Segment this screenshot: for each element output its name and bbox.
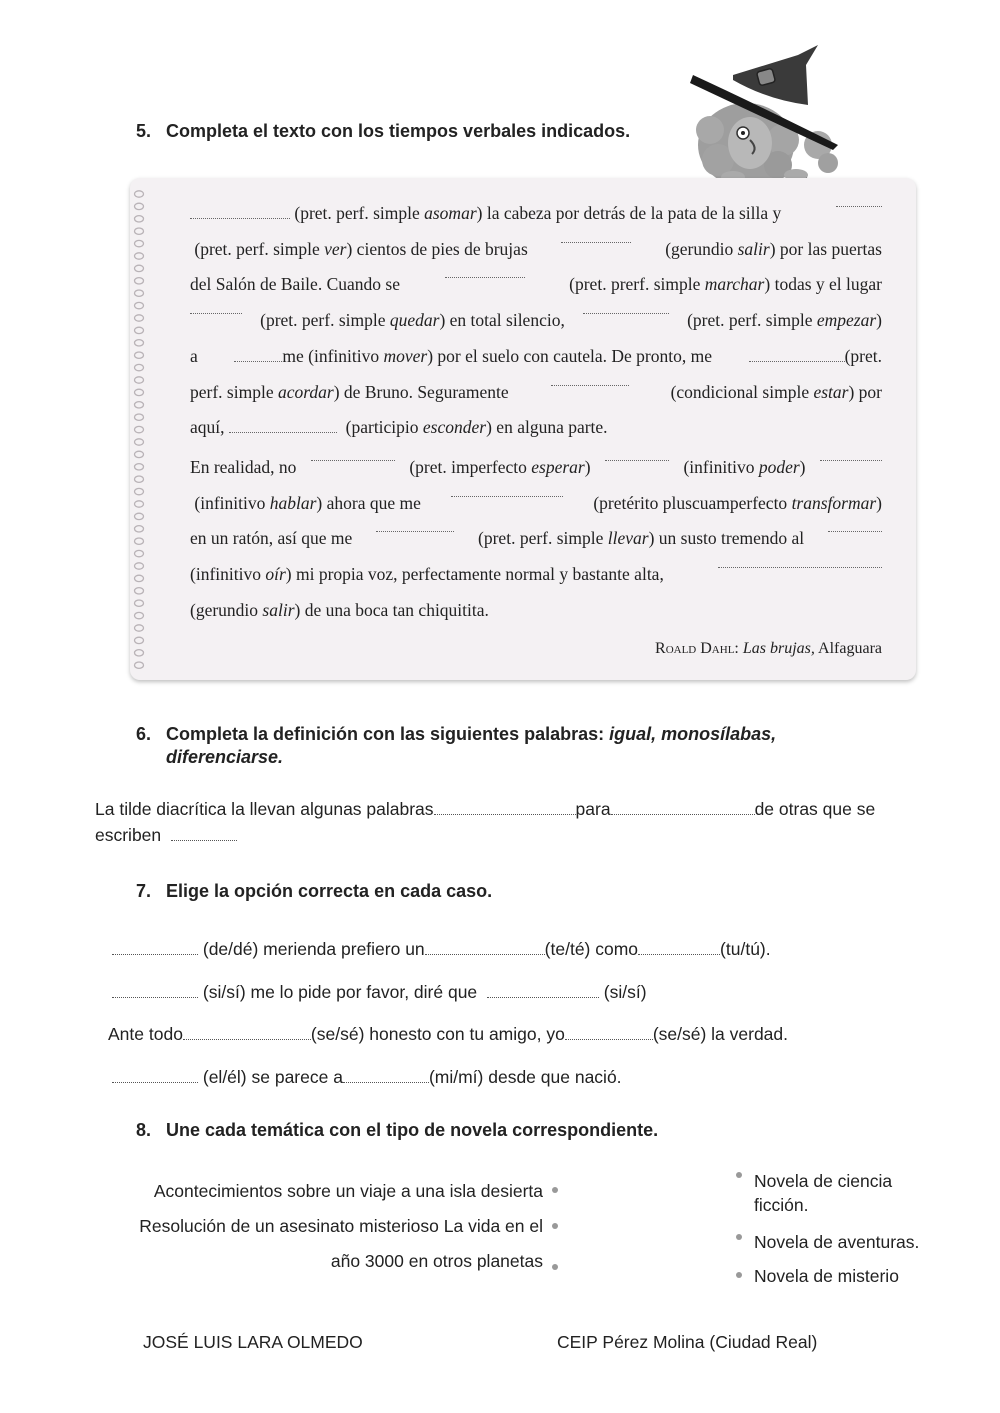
spiral-ring xyxy=(135,402,144,408)
spiral-ring xyxy=(135,290,144,296)
question-number: 7. xyxy=(136,881,152,901)
answer-blank[interactable] xyxy=(376,521,454,532)
author-name: JOSÉ LUIS LARA OLMEDO xyxy=(143,1332,363,1352)
spiral-ring xyxy=(135,501,144,507)
question-5-heading xyxy=(136,121,630,142)
sentence-text: (de/dé) merienda prefiero un xyxy=(202,939,425,959)
text: ) xyxy=(876,310,882,331)
novel-type-3 xyxy=(754,1266,899,1287)
text: ) de Bruno. Seguramente xyxy=(333,381,509,402)
spiral-ring xyxy=(135,216,144,222)
text: (gerundio xyxy=(665,238,738,259)
sentence-text: (te/té) como xyxy=(544,939,639,959)
text: (pret. perf. simple xyxy=(260,310,390,331)
footer-author xyxy=(143,1332,363,1353)
answer-blank[interactable] xyxy=(551,375,629,386)
spiral-ring xyxy=(135,563,144,569)
text: ) por las puertas xyxy=(769,238,882,259)
answer-blank[interactable] xyxy=(820,450,882,461)
spiral-ring xyxy=(135,389,144,395)
paragraph-line xyxy=(190,375,882,411)
theme-item-1 xyxy=(154,1181,543,1202)
verb: hablar xyxy=(269,492,317,513)
q7-sentence-1 xyxy=(112,939,771,960)
question-number: 5. xyxy=(136,121,152,141)
answer-blank[interactable] xyxy=(190,303,242,314)
spiral-ring xyxy=(135,488,144,494)
spiral-binding xyxy=(132,190,146,670)
q7-sentence-2 xyxy=(112,982,647,1003)
spiral-ring xyxy=(135,352,144,358)
novel-type-1 xyxy=(754,1169,892,1217)
spiral-ring xyxy=(135,377,144,383)
verb: oír xyxy=(265,564,286,585)
spiral-ring xyxy=(135,414,144,420)
spiral-ring xyxy=(135,575,144,581)
source-publisher: Alfaguara xyxy=(818,640,882,657)
novel-type-2 xyxy=(754,1232,919,1253)
text: (pret. xyxy=(844,345,882,366)
q7-sentence-4 xyxy=(112,1067,622,1088)
answer-blank[interactable] xyxy=(611,800,755,815)
question-7-heading xyxy=(136,881,492,902)
answer-blank[interactable] xyxy=(451,486,563,497)
spiral-ring xyxy=(135,315,144,321)
answer-blank[interactable] xyxy=(190,208,290,219)
paragraph-line xyxy=(190,557,882,593)
text: ) cientos de pies de brujas xyxy=(346,238,528,259)
text: (infinitivo xyxy=(683,457,759,477)
answer-blank[interactable] xyxy=(638,940,720,955)
paragraph-line xyxy=(190,232,882,268)
verb: ver xyxy=(324,238,347,259)
spiral-ring xyxy=(135,426,144,432)
paragraph-line xyxy=(190,196,882,232)
answer-blank[interactable] xyxy=(171,826,237,841)
verb: acordar xyxy=(277,381,334,402)
text: del Salón de Baile. Cuando se xyxy=(190,274,400,295)
answer-blank[interactable] xyxy=(565,1025,653,1040)
paragraph-line xyxy=(190,303,882,339)
left-connect-dot-1[interactable] xyxy=(552,1187,558,1193)
paragraph-line xyxy=(190,521,882,557)
verb: empezar xyxy=(816,310,877,331)
spiral-ring xyxy=(135,550,144,556)
spiral-ring xyxy=(135,340,144,346)
verb: quedar xyxy=(389,310,440,331)
question-title: Completa la definición con las siguientes palabras: xyxy=(166,724,610,744)
question-number: 8. xyxy=(136,1120,152,1140)
spiral-ring xyxy=(135,513,144,519)
text: (pret. imperfecto xyxy=(409,457,532,477)
spiral-ring xyxy=(135,203,144,209)
spiral-ring xyxy=(135,600,144,606)
text: ) por el suelo con cautela. De pronto, me xyxy=(427,345,712,366)
novel-type-text: ficción. xyxy=(754,1195,809,1215)
answer-blank[interactable] xyxy=(749,351,845,362)
text: ) mi propia voz, perfectamente normal y bastante alta, xyxy=(285,564,664,585)
question-6-heading xyxy=(136,723,876,769)
spiral-ring xyxy=(135,662,144,668)
left-connect-dot-3[interactable] xyxy=(552,1264,558,1270)
source-credit xyxy=(655,640,882,658)
spiral-ring xyxy=(135,364,144,370)
text: ) de una boca tan chiquitita. xyxy=(294,599,489,620)
spiral-ring xyxy=(135,538,144,544)
answer-blank[interactable] xyxy=(605,450,669,461)
spiral-ring xyxy=(135,265,144,271)
verb: salir xyxy=(262,599,295,620)
verb: poder xyxy=(758,457,800,477)
text: perf. simple xyxy=(190,381,278,402)
novel-type-text: Novela de aventuras. xyxy=(754,1232,920,1252)
text: (pret. perf. simple xyxy=(194,238,325,259)
text: (participio xyxy=(345,417,423,438)
theme-text: Acontecimientos sobre un viaje a una isla desierta xyxy=(153,1181,543,1201)
sentence-text: (si/sí) xyxy=(603,982,647,1002)
spiral-ring xyxy=(135,451,144,457)
spiral-ring xyxy=(135,650,144,656)
left-connect-dot-2[interactable] xyxy=(552,1223,558,1229)
witch-illustration xyxy=(688,45,848,195)
text: (pret. perf. simple xyxy=(687,310,817,331)
novel-type-text: Novela de ciencia xyxy=(754,1171,893,1191)
text: (infinitivo xyxy=(190,564,266,585)
text: ) la cabeza por detrás de la pata de la silla y xyxy=(476,203,782,223)
theme-text: Resolución de un asesinato misterioso La vida en el xyxy=(139,1216,543,1236)
answer-blank[interactable] xyxy=(487,983,599,998)
spiral-ring xyxy=(135,625,144,631)
paragraph-line xyxy=(190,450,882,486)
word-list-continued: diferenciarse. xyxy=(166,747,284,767)
text: ) xyxy=(876,492,882,513)
text: (condicional simple xyxy=(670,381,814,402)
sentence-text: de otras que se xyxy=(754,799,876,819)
answer-blank[interactable] xyxy=(561,232,631,243)
verb: llevar xyxy=(607,528,649,549)
spiral-ring xyxy=(135,439,144,445)
answer-blank[interactable] xyxy=(112,1068,198,1083)
answer-blank[interactable] xyxy=(234,351,282,362)
spiral-ring xyxy=(135,228,144,234)
spiral-ring xyxy=(135,588,144,594)
sentence-text: (mi/mí) desde que nació. xyxy=(428,1067,622,1087)
answer-blank[interactable] xyxy=(718,557,882,568)
text: ) en alguna parte. xyxy=(486,417,608,438)
paragraph-line xyxy=(190,410,608,446)
right-connect-dot-1[interactable] xyxy=(736,1172,742,1178)
answer-blank[interactable] xyxy=(112,940,198,955)
answer-blank[interactable] xyxy=(112,983,198,998)
text: ) xyxy=(584,457,591,477)
theme-text: año 3000 en otros planetas xyxy=(330,1251,543,1271)
verb: transformar xyxy=(791,492,877,513)
text: (gerundio xyxy=(190,599,263,620)
text: ) un susto tremendo al xyxy=(648,528,805,549)
spiral-ring xyxy=(135,612,144,618)
spiral-ring xyxy=(135,637,144,643)
q6-sentence-line-2 xyxy=(95,825,237,846)
footer-school xyxy=(557,1332,817,1353)
text: ) xyxy=(799,457,806,477)
question-title: Elige la opción correcta en cada caso. xyxy=(166,881,493,901)
answer-blank[interactable] xyxy=(183,1025,311,1040)
paragraph-line xyxy=(190,486,882,522)
question-number: 6. xyxy=(136,724,152,744)
spiral-ring xyxy=(135,302,144,308)
verb: asomar xyxy=(424,203,477,223)
text: ) todas y el lugar xyxy=(764,274,882,295)
spiral-ring xyxy=(135,191,144,197)
novel-type-text: Novela de misterio xyxy=(754,1266,899,1286)
text: En realidad, no xyxy=(190,457,297,477)
answer-blank[interactable] xyxy=(583,303,669,314)
q6-sentence-line-1 xyxy=(95,799,875,820)
answer-blank[interactable] xyxy=(836,196,882,207)
school-name: CEIP Pérez Molina (Ciudad Real) xyxy=(557,1332,818,1352)
text: a xyxy=(190,345,198,366)
verb: salir xyxy=(737,238,770,259)
sentence-text: (se/sé) la verdad. xyxy=(652,1024,789,1044)
paragraph-line xyxy=(190,267,882,303)
answer-blank[interactable] xyxy=(445,267,525,278)
question-8-heading xyxy=(136,1120,658,1141)
question-title: Completa el texto con los tiempos verbales indicados. xyxy=(166,121,631,141)
sentence-text: para xyxy=(575,799,611,819)
answer-blank[interactable] xyxy=(343,1068,429,1083)
verb: esconder xyxy=(422,417,487,438)
spiral-ring xyxy=(135,253,144,259)
text: (pret. prerf. simple xyxy=(569,274,705,295)
spiral-ring xyxy=(135,278,144,284)
verb: mover xyxy=(383,345,428,366)
text: aquí, xyxy=(190,417,225,438)
question-title: Une cada temática con el tipo de novela correspondiente. xyxy=(166,1120,659,1140)
right-connect-dot-3[interactable] xyxy=(736,1272,742,1278)
answer-blank[interactable] xyxy=(828,521,882,532)
word-list: igual, monosílabas, xyxy=(609,724,777,744)
text: ) ahora que me xyxy=(316,492,421,513)
sentence-text: La tilde diacrítica la llevan algunas palabras xyxy=(95,799,434,819)
answer-blank[interactable] xyxy=(434,800,576,815)
right-connect-dot-2[interactable] xyxy=(736,1234,742,1240)
verb: esperar xyxy=(531,457,585,477)
text: (pret. perf. simple xyxy=(478,528,608,549)
paragraph-1 xyxy=(190,196,882,456)
answer-blank[interactable] xyxy=(311,450,395,461)
source-author: Roald Dahl: xyxy=(655,640,739,657)
sentence-text: escriben xyxy=(95,825,162,845)
text: en un ratón, así que me xyxy=(190,528,353,549)
spiral-ring xyxy=(135,526,144,532)
sentence-text: (tu/tú). xyxy=(720,939,771,959)
paragraph-line xyxy=(190,593,489,629)
verb: marchar xyxy=(704,274,765,295)
spiral-ring xyxy=(135,327,144,333)
source-title: Las brujas, xyxy=(742,640,815,657)
text: (pret. perf. simple xyxy=(294,203,425,223)
sentence-text: (si/sí) me lo pide por favor, diré que xyxy=(202,982,478,1002)
verb: estar xyxy=(813,381,849,402)
spiral-ring xyxy=(135,240,144,246)
paragraph-2 xyxy=(190,450,882,630)
sentence-text: Ante todo xyxy=(108,1024,183,1044)
paragraph-line xyxy=(190,339,882,375)
answer-blank[interactable] xyxy=(229,422,337,433)
theme-item-3 xyxy=(331,1251,543,1272)
text: ) por xyxy=(848,381,882,402)
answer-blank[interactable] xyxy=(425,940,545,955)
text: ) en total silencio, xyxy=(439,310,565,331)
q7-sentence-3 xyxy=(108,1024,788,1045)
text: (pretérito pluscuamperfecto xyxy=(593,492,792,513)
sentence-text: (el/él) se parece a xyxy=(202,1067,343,1087)
spiral-ring xyxy=(135,464,144,470)
sentence-text: (se/sé) honesto con tu amigo, yo xyxy=(310,1024,565,1044)
text: me (infinitivo xyxy=(282,345,384,366)
text: (infinitivo xyxy=(194,492,270,513)
spiral-ring xyxy=(135,476,144,482)
theme-item-2 xyxy=(139,1216,543,1237)
